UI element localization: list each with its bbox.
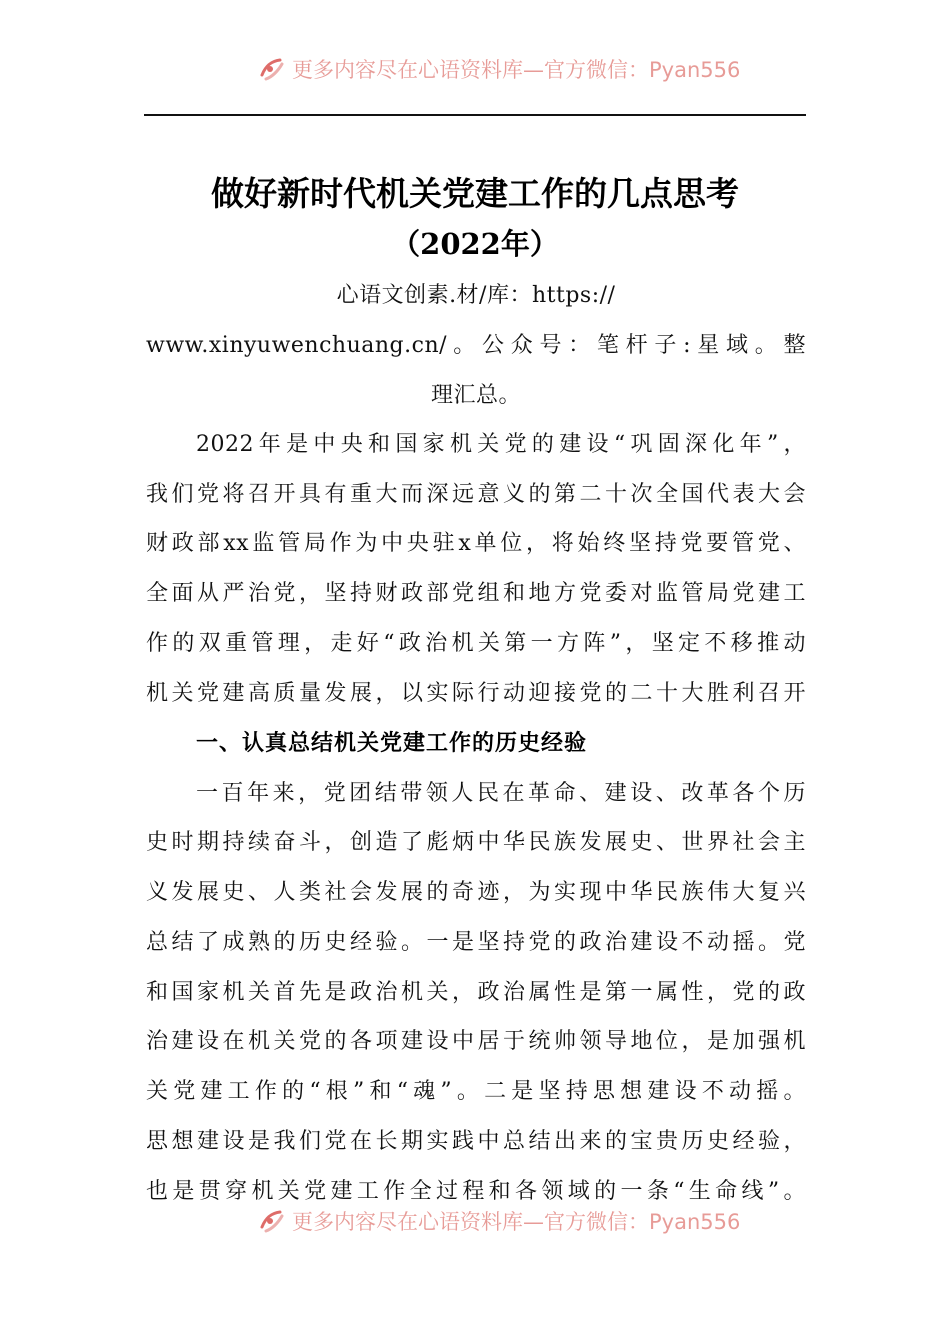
- paragraph-line: 和国家机关首先是政治机关，政治属性是第一属性，党的政: [146, 980, 806, 1005]
- watermark-bottom: [258, 1206, 740, 1236]
- paragraph-line: 全面从严治党，坚持财政部党组和地方党委对监管局党建工: [146, 581, 806, 606]
- paragraph-line: 总结了成熟的历史经验。一是坚持党的政治建设不动摇。党: [146, 930, 806, 955]
- watermark-top: [258, 54, 740, 84]
- paragraph-line: 2022年是中央和国家机关党的建设“巩固深化年”，: [196, 432, 806, 457]
- paragraph-line: 一百年来，党团结带领人民在革命、建设、改革各个历: [196, 781, 806, 806]
- paragraph-line: 史时期持续奋斗，创造了彪炳中华民族发展史、世界社会主: [146, 830, 806, 855]
- header-rule: [144, 114, 806, 116]
- paragraph-line: 关党建工作的“根”和“魂”。二是坚持思想建设不动摇。: [146, 1079, 806, 1104]
- paragraph-line: 财政部xx监管局作为中央驻x单位，将始终坚持党要管党、: [146, 531, 806, 556]
- paragraph-line: 也是贯穿机关党建工作全过程和各领域的一条“生命线”。: [146, 1179, 806, 1204]
- paragraph-line: 义发展史、人类社会发展的奇迹，为实现中华民族伟大复兴: [146, 880, 806, 905]
- paragraph-line: 治建设在机关党的各项建设中居于统帅领导地位，是加强机: [146, 1029, 806, 1054]
- source-line: 理汇总。: [430, 383, 521, 408]
- section-heading: 一、认真总结机关党建工作的历史经验: [196, 731, 588, 756]
- source-line: 心语文创素.材/库：https://: [336, 283, 616, 308]
- paragraph-line: 机关党建高质量发展，以实际行动迎接党的二十大胜利召开: [146, 681, 806, 706]
- paragraph-line: 作的双重管理，走好“政治机关第一方阵”，坚定不移推动: [146, 631, 806, 656]
- document-title: 做好新时代机关党建工作的几点思考: [211, 174, 739, 213]
- paragraph-line: 思想建设是我们党在长期实践中总结出来的宝贵历史经验，: [146, 1129, 806, 1154]
- document-subtitle: （2022年）: [391, 227, 559, 261]
- paragraph-line: 我们党将召开具有重大而深远意义的第二十次全国代表大会: [146, 482, 806, 507]
- watermark-text: 更多内容尽在心语资料库—官方微信：Pyan556: [292, 58, 741, 82]
- logo-icon: [258, 1207, 286, 1235]
- logo-icon: [258, 55, 286, 83]
- source-line: www.xinyuwenchuang.cn/。公众号：笔杆子:星域。整: [146, 333, 806, 358]
- watermark-text: 更多内容尽在心语资料库—官方微信：Pyan556: [292, 1210, 741, 1234]
